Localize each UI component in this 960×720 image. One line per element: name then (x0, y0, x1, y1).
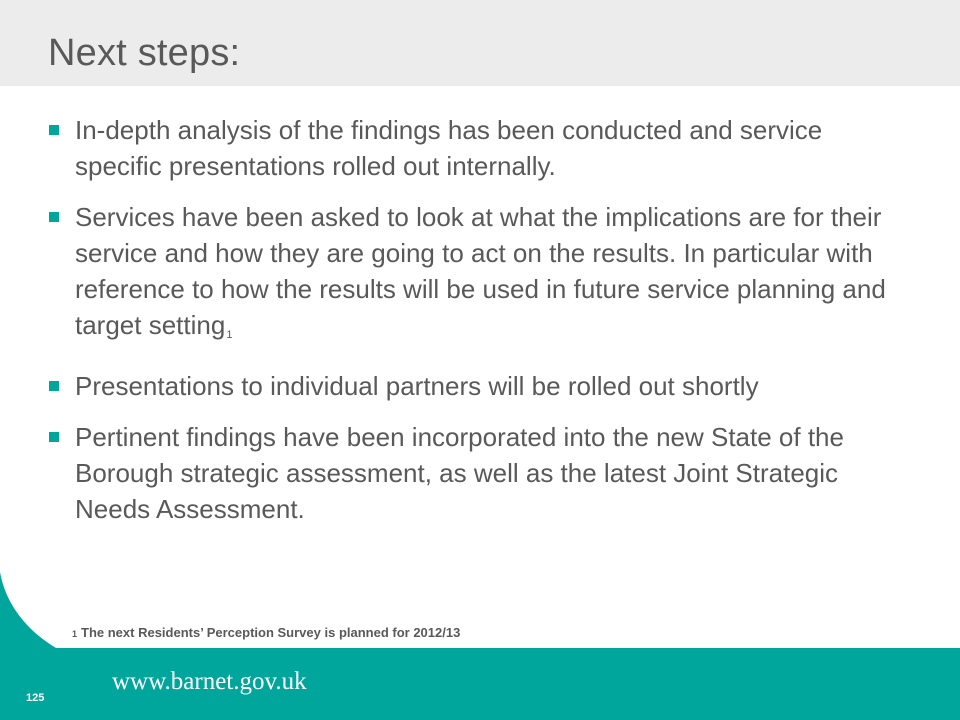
square-bullet-icon (49, 381, 59, 391)
website-url: www.barnet.gov.uk (112, 668, 307, 695)
square-bullet-icon (49, 125, 59, 135)
bullet-text: In-depth analysis of the findings has been conducted and service specific presentations rolled out internally. (75, 115, 823, 181)
footnote-reference: 1 (226, 329, 233, 341)
bullet-text: Services have been asked to look at what the implications are for their service and how they are going to act on the results. In particular with reference to how the results will be used in future service planning and target setting (75, 202, 886, 340)
footnote-text: The next Residents’ Perception Survey is planned for 2012/13 (81, 625, 461, 640)
bullet-list (48, 112, 908, 542)
square-bullet-icon (49, 212, 59, 222)
bullet-item (48, 199, 908, 353)
bullet-text: Pertinent findings have been incorporated into the new State of the Borough strategic assessment, as well as the latest Joint Strategic Needs Assessment. (75, 422, 844, 524)
square-bullet-icon (49, 432, 59, 442)
footnote-number: 1 (72, 629, 78, 639)
slide-title: Next steps: (48, 32, 241, 74)
page-number: 125 (26, 692, 45, 704)
bullet-item (48, 112, 908, 184)
bullet-item (48, 368, 908, 404)
bullet-text: Presentations to individual partners will be rolled out shortly (75, 371, 759, 401)
footer-teal-shape (0, 572, 960, 720)
